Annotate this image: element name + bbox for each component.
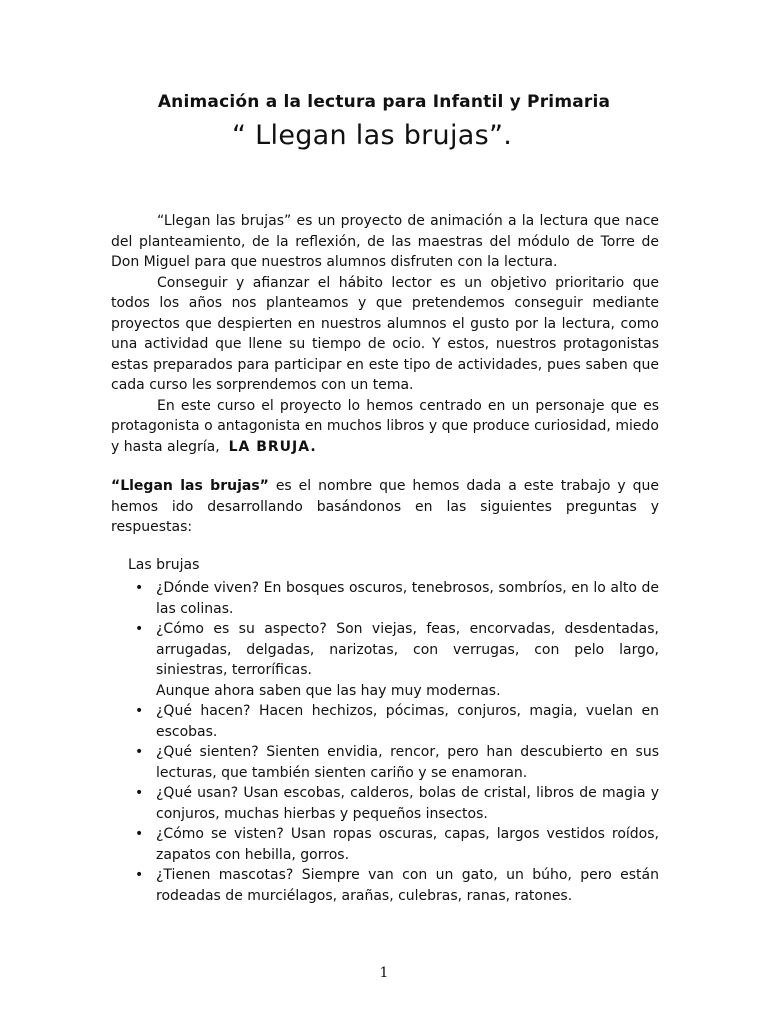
list-item bbox=[128, 578, 659, 619]
questions-intro-text: es el nombre que hemos dada a este trabajo y que hemos ido desarrollando basándonos en las siguientes preguntas y respuestas: bbox=[111, 478, 660, 535]
list-item-text: ¿Qué usan? Usan escobas, calderos, bolas de cristal, libros de magia y conjuros, muchas hierbas y pequeños insectos. bbox=[156, 785, 659, 822]
qa-list bbox=[128, 578, 659, 906]
list-item-text: ¿Dónde viven? En bosques oscuros, tenebrosos, sombríos, en lo alto de las colinas. bbox=[156, 580, 659, 617]
bullet-icon: • bbox=[135, 785, 144, 801]
intro-section bbox=[111, 211, 659, 457]
bullet-icon: • bbox=[135, 621, 144, 637]
bullet-icon: • bbox=[135, 826, 144, 842]
list-item bbox=[128, 865, 659, 906]
intro-paragraph-2: Conseguir y afianzar el hábito lector es un objetivo prioritario que todos los años nos planteamos y que pretendemos conseguir mediante proyectos que despierten en nuestros alumnos el gusto por la lectura, como una actividad que llene su tiempo de ocio. Y estos, nuestros protagonistas estas preparados para participar en este tipo de actividades, pues saben que cada curso les sorprendemos con un tema. bbox=[111, 274, 659, 393]
project-name-bold: “Llegan las brujas” bbox=[111, 478, 269, 494]
intro-paragraph-3-text: En este curso el proyecto lo hemos centrado en un personaje que es protagonista o antagonista en muchos libros y que produce curiosidad, miedo y hasta alegría, bbox=[111, 397, 659, 455]
bullet-icon: • bbox=[135, 703, 144, 719]
list-item-text: ¿Tienen mascotas? Siempre van con un gato, un búho, pero están rodeadas de murciélagos, arañas, culebras, ranas, ratones. bbox=[156, 867, 659, 904]
bullet-icon: • bbox=[135, 744, 144, 760]
document-subtitle: “ Llegan las brujas”. bbox=[232, 120, 513, 151]
list-item bbox=[128, 619, 659, 701]
bullet-icon: • bbox=[135, 580, 144, 596]
list-heading: Las brujas bbox=[128, 557, 200, 573]
list-item bbox=[128, 783, 659, 824]
list-item-text: ¿Qué sienten? Sienten envidia, rencor, pero han descubierto en sus lecturas, que también sienten cariño y se enamoran. bbox=[156, 744, 659, 781]
intro-paragraph-3 bbox=[111, 396, 659, 458]
page-number: 1 bbox=[379, 965, 389, 981]
list-item bbox=[128, 701, 659, 742]
list-item-text: ¿Cómo se visten? Usan ropas oscuras, capas, largos vestidos roídos, zapatos con hebilla, gorros. bbox=[156, 826, 659, 863]
questions-intro bbox=[111, 476, 659, 538]
intro-paragraph-1: “Llegan las brujas” es un proyecto de animación a la lectura que nace del planteamiento, de la reflexión, de las maestras del módulo de Torre de Don Miguel para que nuestros alumnos disfruten con la lectura. bbox=[111, 213, 659, 270]
questions-intro-paragraph bbox=[111, 476, 659, 538]
la-bruja-label: LA BRUJA. bbox=[228, 438, 317, 455]
list-item-text: ¿Cómo es su aspecto? Son viejas, feas, encorvadas, desdentadas, arrugadas, delgadas, narizotas, con verrugas, con pelo largo, siniestras, terroríficas. bbox=[156, 621, 659, 678]
bullet-icon: • bbox=[135, 867, 144, 883]
list-item bbox=[128, 742, 659, 783]
list-item-text: ¿Qué hacen? Hacen hechizos, pócimas, conjuros, magia, vuelan en escobas. bbox=[156, 703, 659, 740]
list-item-extra: Aunque ahora saben que las hay muy modernas. bbox=[156, 682, 501, 699]
document-title: Animación a la lectura para Infantil y Primaria bbox=[157, 92, 611, 112]
list-item bbox=[128, 824, 659, 865]
